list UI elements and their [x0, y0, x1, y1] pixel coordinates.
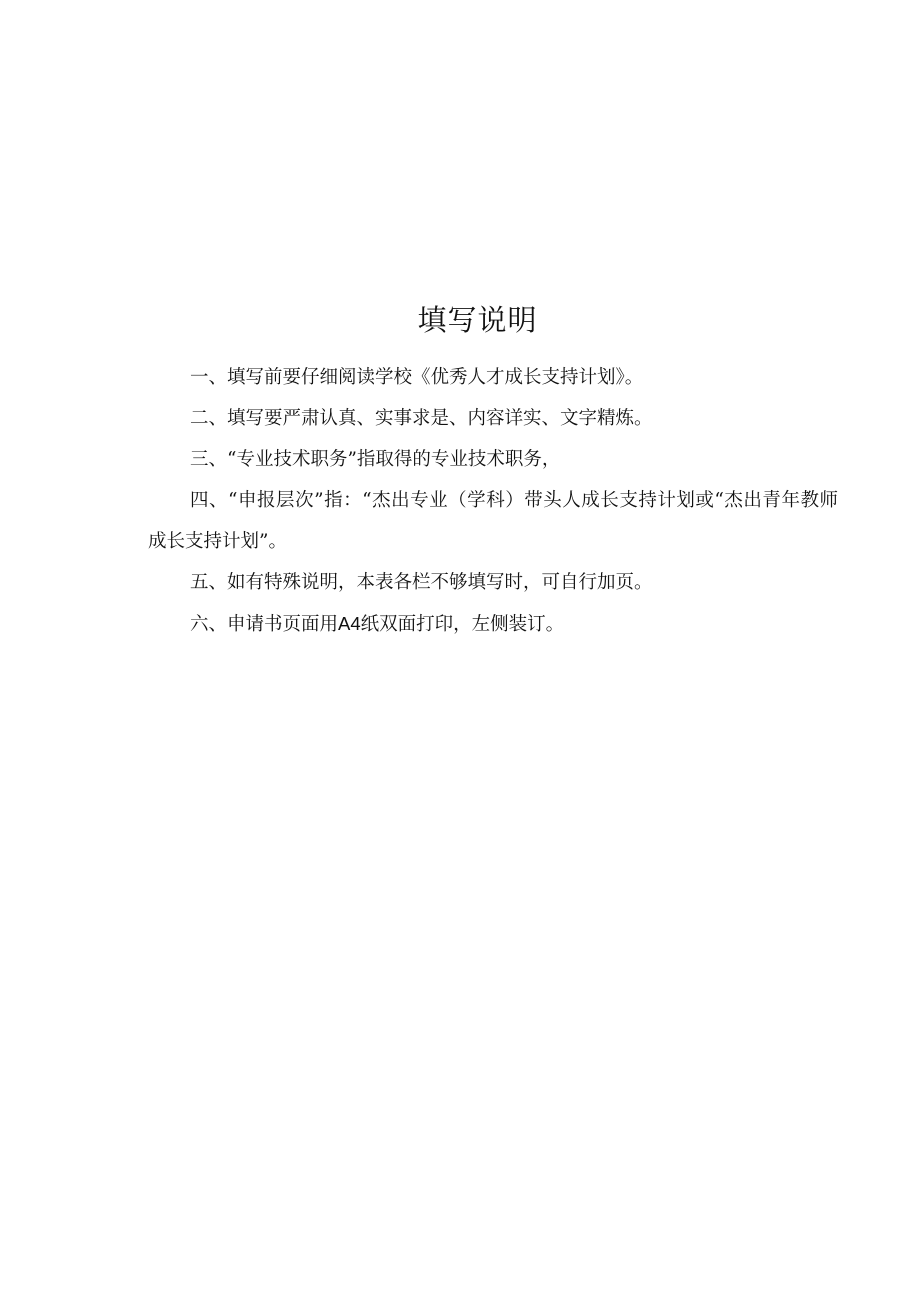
instruction-item-5: 五、如有特殊说明，本表各栏不够填写时，可自行加页。 [190, 572, 653, 593]
paper-size-label: A4 [338, 613, 361, 634]
instruction-list [148, 357, 838, 645]
instruction-item-6 [148, 603, 838, 645]
instruction-item-6-suffix: 纸双面打印，左侧装订。 [360, 614, 565, 635]
instruction-item-4: 四、“申报层次”指：“杰出专业（学科）带头人成长支持计划或“杰出青年教师成长支持计划”。 [148, 490, 838, 552]
instruction-item-1: 一、填写前要仔细阅读学校《优秀人才成长支持计划》。 [190, 367, 644, 388]
instruction-item-3: 三、“专业技术职务”指取得的专业技术职务， [190, 449, 561, 470]
page-title: 填写说明 [417, 303, 538, 338]
instruction-item-2: 二、填写要严肃认真、实事求是、内容详实、文字精炼。 [190, 408, 653, 429]
instruction-item-6-prefix: 六、申请书页面用 [190, 614, 339, 635]
